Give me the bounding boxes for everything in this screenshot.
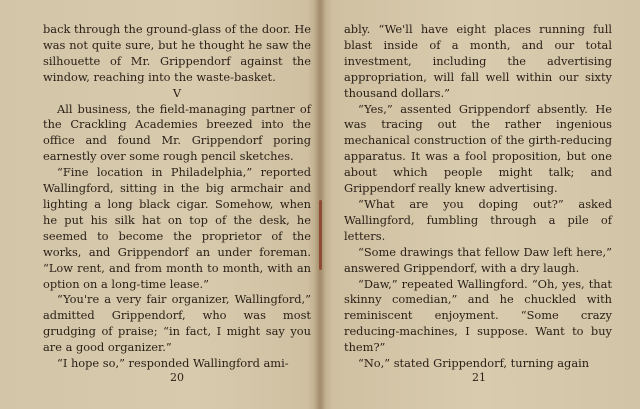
- left-paragraph-2: All business, the field-managing partner of the Crackling Academies breezed into the office and found Mr. Grippendorf poring earnestly over some rough pencil sketches.: [43, 101, 311, 164]
- section-heading: V: [172, 85, 182, 100]
- right-page-number: 21: [472, 371, 486, 384]
- right-paragraph-2: “Yes,” assented Grippendorf absently. He was tracing out the rather ingenious mechanical construction of the girth-reducing apparatus. It was a fool proposition, but one about which people might talk; and Grippendorf really knew advertising.: [344, 101, 612, 196]
- binding-thread: [319, 200, 322, 270]
- right-paragraph-4: “Some drawings that fellow Daw left here,” answered Grippendorf, with a dry laugh.: [344, 244, 612, 275]
- right-paragraph-1: ably. “We'll have eight places running full blast inside of a month, and our total investment, including the advertising appropriation, will fall well within our sixty thousand dollars.”: [344, 22, 612, 100]
- left-paragraph-3: “Fine location in Philadelphia,” reported Wallingford, sitting in the big armchair and lighting a long black cigar. Somehow, when he put his silk hat on top of the desk, he seemed to become the proprietor of the works, and Grippendorf an under foreman. “Low rent, and from month to month, with an option on a long-time lease.”: [43, 165, 311, 291]
- left-paragraph-5: “I hope so,” responded Wallingford ami-: [57, 356, 289, 371]
- right-page: [344, 22, 612, 372]
- right-paragraph-6: “No,” stated Grippendorf, turning again: [358, 356, 590, 371]
- left-page: [43, 22, 311, 372]
- right-paragraph-3: “What are you doping out?” asked Wallingford, fumbling through a pile of letters.: [344, 196, 612, 243]
- left-paragraph-4: “You're a very fair organizer, Wallingford,” admitted Grippendorf, who was most grudging of praise; “in fact, I might say you are a good organizer.”: [43, 292, 311, 355]
- left-paragraph-1: back through the ground-glass of the door. He was not quite sure, but he thought he saw the silhouette of Mr. Grippendorf against the window, reaching into the waste-basket.: [43, 22, 311, 84]
- right-paragraph-5: “Daw,” repeated Wallingford. “Oh, yes, that skinny comedian,” and he chuckled with reminiscent enjoyment. “Some crazy reducing-machines, I suppose. Want to buy them?”: [344, 276, 612, 355]
- left-page-number: 20: [170, 371, 184, 384]
